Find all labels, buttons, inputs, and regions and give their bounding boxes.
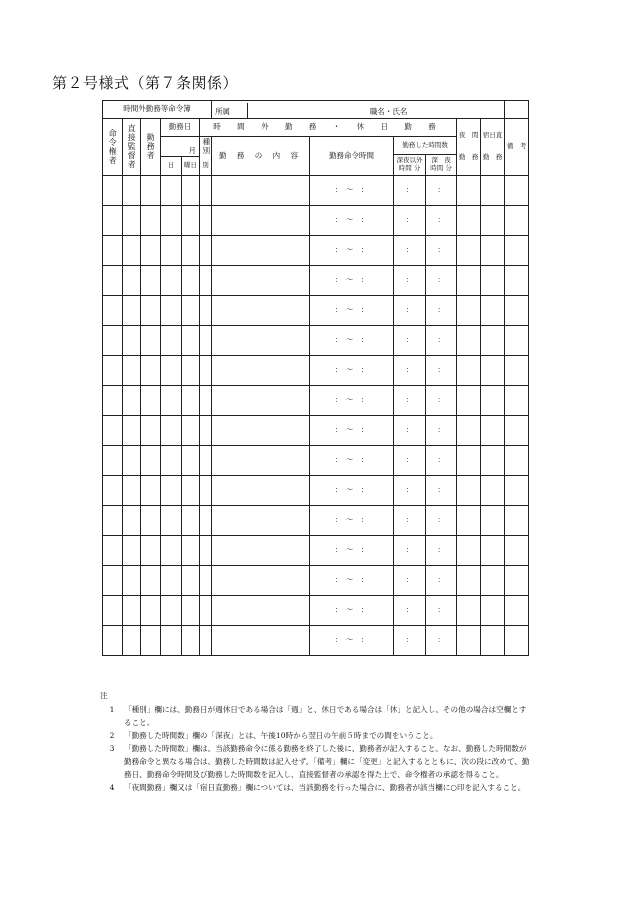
- blank-cell: [200, 265, 212, 295]
- order-time-cell: ： ～ ：: [310, 475, 394, 505]
- table-row: [103, 565, 529, 595]
- blank-cell: [123, 295, 141, 325]
- blank-cell: [103, 385, 123, 415]
- table-row: [103, 325, 529, 355]
- order-time-cell: ： ～ ：: [310, 235, 394, 265]
- blank-cell: [182, 205, 200, 235]
- blank-cell: [182, 355, 200, 385]
- blank-cell: [182, 415, 200, 445]
- blank-cell: [505, 385, 529, 415]
- blank-cell: [212, 415, 310, 445]
- note-text: 「種別」欄には、勤務日が週休日である場合は「週」と、休日である場合は「休」と記入し、その他の場合は空欄とすること。: [124, 705, 527, 727]
- blank-cell: [182, 325, 200, 355]
- blank-cell: [200, 355, 212, 385]
- hours-non-night-cell: ：: [394, 595, 426, 625]
- blank-cell: [481, 535, 505, 565]
- table-row: [103, 355, 529, 385]
- note-text: 「勤務した時間数」欄は、当該勤務命令に係る勤務を終了した後に、勤務者が記入すること。なお、勤務した時間数が勤務命令と異なる場合は、勤務した時間数は記入せず、「備考」欄に「変更」と記入するとともに、次の段に改めて、勤務日、勤務命令時間及び勤務した時間数を記入し、直接監督者の承認を得た上で、命令権者の承認を得ること。: [124, 744, 530, 779]
- blank-cell: [161, 235, 182, 265]
- blank-cell: [505, 475, 529, 505]
- blank-cell: [182, 625, 200, 655]
- blank-cell: [123, 475, 141, 505]
- hours-night-cell: ：: [426, 295, 457, 325]
- blank-cell: [505, 265, 529, 295]
- hours-non-night-cell: ：: [394, 505, 426, 535]
- order-time-cell: ： ～ ：: [310, 595, 394, 625]
- blank-cell: [505, 205, 529, 235]
- blank-cell: [200, 385, 212, 415]
- blank-cell: [200, 625, 212, 655]
- blank-cell: [481, 475, 505, 505]
- blank-cell: [103, 325, 123, 355]
- blank-cell: [505, 175, 529, 205]
- col-youbi: 曜日: [182, 156, 200, 175]
- blank-cell: [182, 235, 200, 265]
- hours-non-night-cell: ：: [394, 295, 426, 325]
- table-row: [103, 415, 529, 445]
- col-shinya-igai: 深夜以外 時間 分: [394, 155, 426, 176]
- blank-cell: [123, 535, 141, 565]
- blank-cell: [182, 175, 200, 205]
- blank-cell: [182, 295, 200, 325]
- col-tsuki: 月: [161, 137, 200, 157]
- blank-cell: [212, 295, 310, 325]
- blank-cell: [103, 535, 123, 565]
- blank-cell: [182, 265, 200, 295]
- hours-night-cell: ：: [426, 475, 457, 505]
- col-shukujitsu: 宿日直 勤 務: [481, 119, 505, 176]
- blank-cell: [457, 475, 481, 505]
- blank-cell: [457, 625, 481, 655]
- table-row: [103, 535, 529, 565]
- col-kinmu-jikansu: 勤務した時間数: [394, 137, 457, 155]
- table-row: [103, 235, 529, 265]
- blank-cell: [481, 595, 505, 625]
- blank-cell: [505, 235, 529, 265]
- blank-cell: [161, 295, 182, 325]
- blank-cell: [103, 475, 123, 505]
- blank-cell: [103, 355, 123, 385]
- col-kinmubi: 勤務日: [161, 119, 200, 137]
- blank-cell: [457, 265, 481, 295]
- order-time-cell: ： ～ ：: [310, 205, 394, 235]
- blank-cell: [141, 325, 161, 355]
- notes-head: 注: [100, 691, 108, 700]
- order-time-cell: ： ～ ：: [310, 385, 394, 415]
- hours-night-cell: ：: [426, 235, 457, 265]
- blank-cell: [212, 235, 310, 265]
- blank-cell: [200, 235, 212, 265]
- blank-cell: [161, 415, 182, 445]
- blank-cell: [123, 355, 141, 385]
- table-row: [103, 175, 529, 205]
- blank-cell: [182, 505, 200, 535]
- table-row: [103, 505, 529, 535]
- table-row: [103, 595, 529, 625]
- hours-night-cell: ：: [426, 565, 457, 595]
- notes-section: [100, 689, 532, 794]
- blank-cell: [212, 595, 310, 625]
- blank-cell: [212, 355, 310, 385]
- blank-cell: [141, 535, 161, 565]
- blank-cell: [141, 505, 161, 535]
- order-time-cell: ： ～ ：: [310, 355, 394, 385]
- blank-cell: [212, 265, 310, 295]
- blank-cell: [481, 265, 505, 295]
- blank-cell: [123, 505, 141, 535]
- blank-cell: [212, 565, 310, 595]
- note-number: 3: [109, 744, 115, 753]
- col-kinmusha: 勤務者: [141, 119, 161, 176]
- blank-cell: [161, 595, 182, 625]
- blank-cell: [505, 535, 529, 565]
- blank-cell: [200, 415, 212, 445]
- blank-cell: [457, 445, 481, 475]
- blank-cell: [481, 385, 505, 415]
- blank-cell: [481, 445, 505, 475]
- blank-cell: [481, 355, 505, 385]
- blank-cell: [103, 445, 123, 475]
- blank-cell: [161, 475, 182, 505]
- table-row: [103, 205, 529, 235]
- blank-cell: [457, 325, 481, 355]
- blank-cell: [103, 505, 123, 535]
- blank-cell: [505, 415, 529, 445]
- blank-cell: [123, 325, 141, 355]
- blank-cell: [103, 625, 123, 655]
- col-hi: 日: [161, 156, 182, 175]
- blank-cell: [200, 565, 212, 595]
- hours-night-cell: ：: [426, 445, 457, 475]
- table-row: [103, 385, 529, 415]
- blank-cell: [123, 235, 141, 265]
- blank-cell: [141, 175, 161, 205]
- blank-cell: [182, 385, 200, 415]
- table-row: [103, 265, 529, 295]
- blank-cell: [212, 205, 310, 235]
- order-time-cell: ： ～ ：: [310, 625, 394, 655]
- blank-cell: [123, 385, 141, 415]
- blank-cell: [481, 325, 505, 355]
- blank-cell: [200, 595, 212, 625]
- hours-night-cell: ：: [426, 355, 457, 385]
- order-time-cell: ： ～ ：: [310, 265, 394, 295]
- blank-cell: [457, 175, 481, 205]
- blank-cell: [103, 205, 123, 235]
- blank-cell: [103, 415, 123, 445]
- blank-cell: [141, 565, 161, 595]
- hours-non-night-cell: ：: [394, 565, 426, 595]
- hours-non-night-cell: ：: [394, 625, 426, 655]
- blank-cell: [141, 475, 161, 505]
- register-title: 時間外勤務等命令簿: [103, 101, 212, 119]
- blank-cell: [457, 565, 481, 595]
- table-row: [103, 295, 529, 325]
- blank-cell: [103, 235, 123, 265]
- blank-cell: [457, 415, 481, 445]
- blank-cell: [505, 565, 529, 595]
- hours-non-night-cell: ：: [394, 265, 426, 295]
- blank-cell: [457, 295, 481, 325]
- hours-non-night-cell: ：: [394, 475, 426, 505]
- blank-cell: [505, 295, 529, 325]
- hours-night-cell: ：: [426, 205, 457, 235]
- col-meirei: 命令権者: [103, 119, 123, 176]
- name-label: 職名・氏名: [369, 106, 408, 116]
- blank-cell: [212, 445, 310, 475]
- blank-cell: [103, 175, 123, 205]
- blank-cell: [481, 565, 505, 595]
- order-time-cell: ： ～ ：: [310, 535, 394, 565]
- blank-cell: [481, 205, 505, 235]
- blank-cell: [212, 385, 310, 415]
- note-number: 1: [109, 705, 115, 714]
- blank-cell: [141, 235, 161, 265]
- blank-cell: [161, 265, 182, 295]
- blank-cell: [212, 535, 310, 565]
- blank-cell: [161, 205, 182, 235]
- hours-non-night-cell: ：: [394, 445, 426, 475]
- name-blank: [505, 101, 529, 119]
- blank-cell: [457, 385, 481, 415]
- dept-label: 所属: [215, 106, 231, 116]
- hours-night-cell: ：: [426, 325, 457, 355]
- blank-cell: [123, 415, 141, 445]
- blank-cell: [200, 175, 212, 205]
- hours-night-cell: ：: [426, 265, 457, 295]
- blank-cell: [200, 475, 212, 505]
- blank-cell: [141, 445, 161, 475]
- blank-cell: [457, 595, 481, 625]
- form-title: 第２号様式（第７条関係）: [52, 74, 239, 92]
- hours-night-cell: ：: [426, 385, 457, 415]
- hours-night-cell: ：: [426, 505, 457, 535]
- overtime-order-table: [102, 100, 529, 656]
- blank-cell: [182, 475, 200, 505]
- blank-cell: [161, 325, 182, 355]
- blank-cell: [481, 415, 505, 445]
- blank-cell: [481, 295, 505, 325]
- col-shubetsu: 種別: [200, 137, 212, 157]
- blank-cell: [182, 445, 200, 475]
- note-number: 2: [109, 731, 115, 740]
- blank-cell: [505, 355, 529, 385]
- table-row: [103, 625, 529, 655]
- blank-cell: [123, 445, 141, 475]
- hours-night-cell: ：: [426, 595, 457, 625]
- blank-cell: [212, 475, 310, 505]
- hours-non-night-cell: ：: [394, 325, 426, 355]
- blank-cell: [161, 355, 182, 385]
- blank-cell: [141, 355, 161, 385]
- blank-cell: [141, 625, 161, 655]
- blank-cell: [141, 295, 161, 325]
- hours-night-cell: ：: [426, 535, 457, 565]
- hours-night-cell: ：: [426, 175, 457, 205]
- col-shinya: 深 夜 時間 分: [426, 155, 457, 176]
- blank-cell: [200, 535, 212, 565]
- blank-cell: [200, 325, 212, 355]
- blank-cell: [123, 175, 141, 205]
- col-naiyou: 勤 務 の 内 容: [212, 137, 310, 176]
- blank-cell: [103, 265, 123, 295]
- blank-cell: [505, 325, 529, 355]
- blank-cell: [457, 235, 481, 265]
- blank-cell: [161, 625, 182, 655]
- note-item: [100, 703, 532, 729]
- blank-cell: [457, 355, 481, 385]
- blank-cell: [123, 205, 141, 235]
- hours-night-cell: ：: [426, 625, 457, 655]
- blank-cell: [123, 265, 141, 295]
- blank-cell: [481, 235, 505, 265]
- hours-non-night-cell: ：: [394, 175, 426, 205]
- order-time-cell: ： ～ ：: [310, 415, 394, 445]
- blank-cell: [123, 625, 141, 655]
- table-row: [103, 475, 529, 505]
- note-item: [100, 729, 532, 742]
- order-time-cell: ： ～ ：: [310, 295, 394, 325]
- blank-cell: [103, 295, 123, 325]
- blank-cell: [141, 205, 161, 235]
- blank-cell: [505, 445, 529, 475]
- blank-cell: [141, 385, 161, 415]
- blank-cell: [161, 565, 182, 595]
- col-jikangai: 時 間 外 勤 務 ・ 休 日 勤 務: [200, 119, 457, 137]
- hours-non-night-cell: ：: [394, 385, 426, 415]
- blank-cell: [212, 625, 310, 655]
- blank-cell: [103, 565, 123, 595]
- blank-cell: [123, 565, 141, 595]
- blank-cell: [161, 175, 182, 205]
- hours-night-cell: ：: [426, 415, 457, 445]
- blank-cell: [212, 505, 310, 535]
- order-time-cell: ： ～ ：: [310, 565, 394, 595]
- order-time-cell: ： ～ ：: [310, 175, 394, 205]
- blank-cell: [457, 505, 481, 535]
- note-number: 4: [109, 783, 115, 792]
- blank-cell: [481, 175, 505, 205]
- blank-cell: [161, 505, 182, 535]
- blank-cell: [212, 325, 310, 355]
- hours-non-night-cell: ：: [394, 205, 426, 235]
- col-bikou: 備 考: [505, 119, 529, 176]
- blank-cell: [212, 175, 310, 205]
- note-item: [100, 742, 532, 781]
- blank-cell: [161, 535, 182, 565]
- blank-cell: [161, 385, 182, 415]
- order-time-cell: ： ～ ：: [310, 505, 394, 535]
- blank-cell: [505, 625, 529, 655]
- note-text: 「夜間勤務」欄又は「宿日直勤務」欄については、当該勤務を行った場合に、勤務者が該当欄に○印を記入すること。: [124, 783, 526, 792]
- blank-cell: [182, 565, 200, 595]
- hours-non-night-cell: ：: [394, 535, 426, 565]
- order-time-cell: ： ～ ：: [310, 445, 394, 475]
- note-item: [100, 781, 532, 794]
- blank-cell: [200, 295, 212, 325]
- table-row: [103, 445, 529, 475]
- blank-cell: [161, 445, 182, 475]
- blank-cell: [505, 505, 529, 535]
- col-kantoku: 直接監督者: [123, 119, 141, 176]
- hours-non-night-cell: ：: [394, 235, 426, 265]
- blank-cell: [103, 595, 123, 625]
- blank-cell: [481, 505, 505, 535]
- note-text: 「勤務した時間数」欄の「深夜」とは、午後10時から翌日の午前５時までの間をいうこと。: [124, 731, 438, 740]
- col-betsu: 別: [200, 156, 212, 175]
- blank-cell: [141, 265, 161, 295]
- blank-cell: [457, 205, 481, 235]
- hours-non-night-cell: ：: [394, 355, 426, 385]
- dept-name-cell: [212, 101, 505, 119]
- order-time-cell: ： ～ ：: [310, 325, 394, 355]
- blank-cell: [457, 535, 481, 565]
- hours-non-night-cell: ：: [394, 415, 426, 445]
- blank-cell: [123, 595, 141, 625]
- blank-cell: [200, 505, 212, 535]
- blank-cell: [182, 595, 200, 625]
- blank-cell: [182, 535, 200, 565]
- blank-cell: [141, 415, 161, 445]
- col-meirei-jikan: 勤務命令時間: [310, 137, 394, 176]
- blank-cell: [200, 445, 212, 475]
- blank-cell: [200, 205, 212, 235]
- blank-cell: [141, 595, 161, 625]
- col-yakan: 夜 間 勤 務: [457, 119, 481, 176]
- blank-cell: [505, 595, 529, 625]
- blank-cell: [481, 625, 505, 655]
